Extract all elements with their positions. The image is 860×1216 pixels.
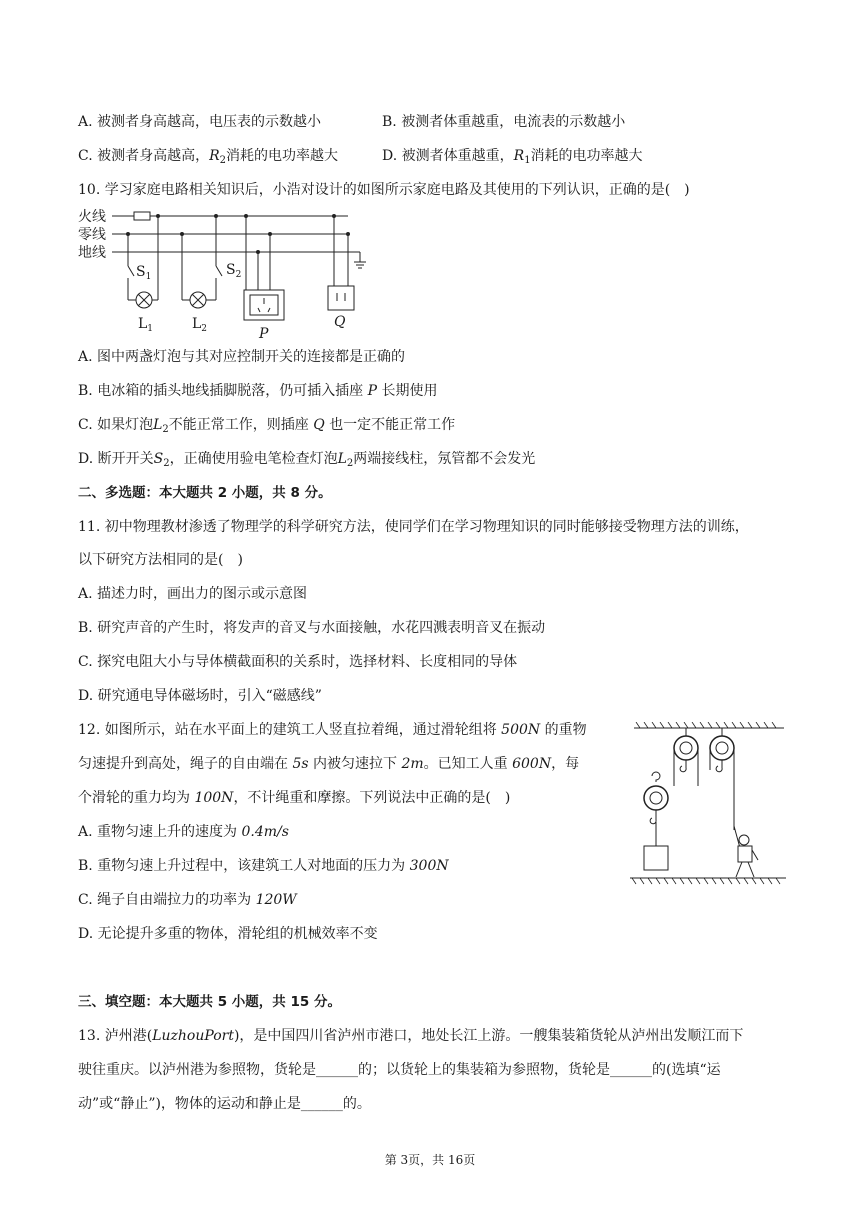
q12-option-a: A. 重物匀速上升的速度为 0.4m/s <box>78 824 289 840</box>
q12-option-d: D. 无论提升多重的物体，滑轮组的机械效率不变 <box>78 926 378 942</box>
household-circuit-figure <box>78 204 378 342</box>
q9-option-c: C. 被测者身高越高，$R_2$消耗的电功率越大 <box>78 148 339 166</box>
q12-option-c: C. 绳子自由端拉力的功率为 120W <box>78 892 297 908</box>
q11-stem-line-1: 11. 初中物理教材渗透了物理学的科学研究方法，使同学们在学习物理知识的同时能够接受物理方法的训练， <box>78 519 749 535</box>
q10-option-c: C. 如果灯泡$L_2$不能正常工作，则插座 Q 也一定不能正常工作 <box>78 417 456 435</box>
q10-option-d: D. 断开开关$S_2$，正确使用验电笔检查灯泡$L_2$两端接线柱，氖管都不会发光 <box>78 451 536 469</box>
lamp-l1-label: $L_1$ <box>138 316 154 334</box>
q13-stem-line-1: 13. 泸州港(LuzhouPort)，是中国四川省泸州市港口，地处长江上游。一艘集装箱货轮从泸州出发顺江而下 <box>78 1028 744 1044</box>
q9-option-d: D. 被测者体重越重，$R_1$消耗的电功率越大 <box>382 148 643 166</box>
q9-option-b: B. 被测者体重越重，电流表的示数越小 <box>382 114 626 130</box>
section-2-heading: 二、多选题：本大题共 2 小题，共 8 分。 <box>78 485 332 501</box>
section-3-heading: 三、填空题：本大题共 5 小题，共 15 分。 <box>78 994 341 1010</box>
q10-option-b: B. 电冰箱的插头地线插脚脱落，仍可插入插座 P 长期使用 <box>78 383 438 399</box>
live-wire-label: 火线 <box>78 209 106 225</box>
page-footer: 第 3页，共 16页 <box>384 1153 476 1167</box>
q13-stem-line-2: 驶往重庆。以泸州港为参照物，货轮是______的；以货轮上的集装箱为参照物，货轮是______的(选填“运 <box>78 1062 721 1078</box>
q11-option-a: A. 描述力时，画出力的图示或示意图 <box>78 586 308 602</box>
q11-option-d: D. 研究通电导体磁场时，引入“磁感线” <box>78 688 322 704</box>
q10-option-a: A. 图中两盏灯泡与其对应控制开关的连接都是正确的 <box>78 349 406 365</box>
neutral-wire-label: 零线 <box>78 227 106 243</box>
q11-stem-line-2: 以下研究方法相同的是( ) <box>78 552 243 568</box>
q11-option-b: B. 研究声音的产生时，将发声的音叉与水面接触，水花四溅表明音叉在振动 <box>78 620 546 636</box>
q12-stem-line-3: 个滑轮的重力均为 100N，不计绳重和摩擦。下列说法中正确的是( ) <box>78 790 511 806</box>
q11-option-c: C. 探究电阻大小与导体横截面积的关系时，选择材料、长度相同的导体 <box>78 654 518 670</box>
q13-stem-line-3: 动”或“静止”)，物体的运动和静止是______的。 <box>78 1096 371 1112</box>
socket-q-label: Q <box>334 314 346 330</box>
q10-stem: 10. 学习家庭电路相关知识后，小浩对设计的如图所示家庭电路及其使用的下列认识，正确的是( ) <box>78 182 690 198</box>
ground-wire-label: 地线 <box>78 245 106 261</box>
socket-p-label: P <box>259 326 269 342</box>
q12-stem-line-1: 12. 如图所示，站在水平面上的建筑工人竖直拉着绳，通过滑轮组将 500N 的重物 <box>78 722 587 738</box>
q9-option-a: A. 被测者身高越高，电压表的示数越小 <box>78 114 322 130</box>
switch-s1-label: $S_1$ <box>136 264 152 282</box>
q12-stem-line-2: 匀速提升到高处，绳子的自由端在 5s 内被匀速拉下 2m。已知工人重 600N，每 <box>78 756 580 772</box>
q12-option-b: B. 重物匀速上升过程中，该建筑工人对地面的压力为 300N <box>78 858 449 874</box>
lamp-l2-label: $L_2$ <box>192 316 208 334</box>
pulley-system-figure <box>626 722 796 890</box>
switch-s2-label: $S_2$ <box>226 262 242 280</box>
